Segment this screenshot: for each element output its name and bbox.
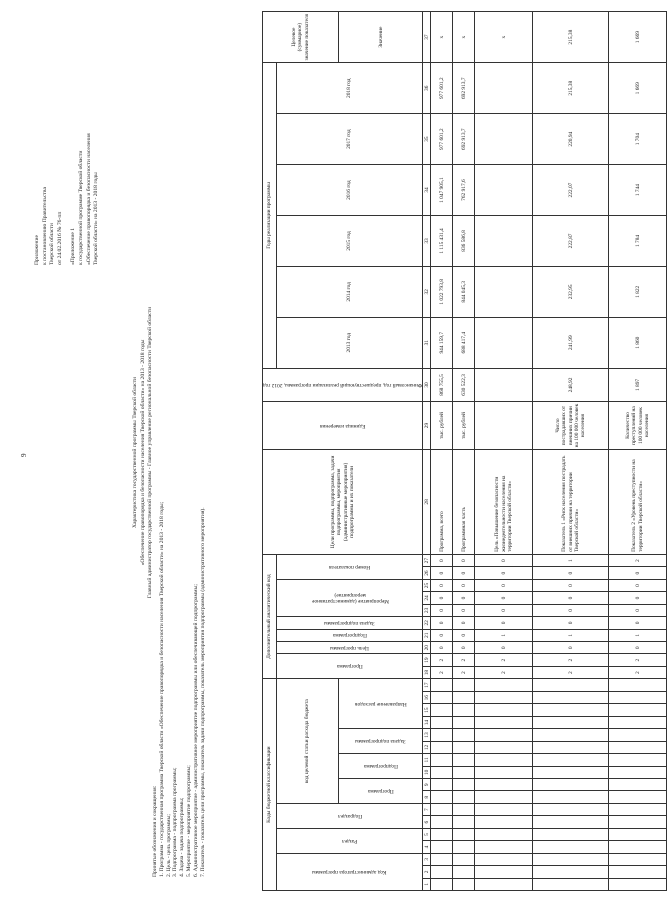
column-number: 26	[423, 567, 431, 579]
budget-code-cell	[533, 803, 609, 815]
subsection-header: Подраздел	[277, 803, 423, 828]
year-value-cell: 692 913,7	[453, 63, 475, 114]
task-code-header: Задача подпрограммы	[339, 729, 423, 754]
fin-year-header: Финансовый год, предшествующий реализации программы, 2012 год	[263, 368, 423, 402]
analytic-code-cell: 0	[475, 642, 533, 654]
column-number: 21	[423, 629, 431, 641]
appendix-note	[34, 25, 101, 265]
caption-subtitle: «Обеспечение правопорядка и безопасности населения Тверской области» на 2013 - 2018 годы	[139, 339, 146, 566]
budget-code-cell	[475, 766, 533, 778]
a-goal-header: Цель программы	[277, 642, 423, 654]
budget-code-cell	[453, 779, 475, 791]
budget-code-cell	[431, 692, 453, 704]
analytic-code-cell: 0	[609, 579, 667, 591]
budget-code-cell	[533, 716, 609, 728]
unit-header: Единица измерения	[263, 402, 423, 450]
budget-code-cell	[475, 704, 533, 716]
year-value-cell: 215,38	[533, 63, 609, 114]
analytic-code-cell: 0	[533, 617, 609, 629]
year-value-cell: 1 704	[609, 114, 667, 165]
budget-code-cell	[453, 841, 475, 853]
budget-code-cell	[475, 716, 533, 728]
analytic-code-cell: 0	[475, 579, 533, 591]
budget-code-cell	[609, 741, 667, 753]
analytic-code-cell: 0	[453, 642, 475, 654]
column-number: 35	[423, 114, 431, 165]
year-value-cell: 692 913,7	[453, 114, 475, 165]
year-value-cell: 688 417,4	[453, 317, 475, 368]
column-number: 18	[423, 666, 431, 678]
analytic-code-cell: 2	[609, 654, 667, 666]
analytic-code-cell: 2	[475, 654, 533, 666]
year-value-cell: 1 022 793,8	[431, 266, 453, 317]
budget-code-cell	[431, 754, 453, 766]
analytic-code-header: Дополнительный аналитический код	[263, 554, 277, 678]
year-value-cell: 222,07	[533, 165, 609, 216]
column-number: 5	[423, 828, 431, 840]
column-number: 33	[423, 216, 431, 267]
notes-line: Принятые обозначения и сокращения:	[152, 785, 158, 877]
expense-direction-header: Направление расходов	[339, 679, 423, 729]
budget-code-cell	[609, 803, 667, 815]
analytic-code-cell: 0	[431, 554, 453, 566]
year-value-cell: 836 586,8	[453, 216, 475, 267]
budget-code-cell	[453, 828, 475, 840]
column-number: 11	[423, 754, 431, 766]
year-2018-header: 2018 год	[277, 63, 423, 114]
analytic-code-cell: 0	[609, 567, 667, 579]
budget-code-cell	[453, 853, 475, 865]
unit-cell: тыс. рублей	[453, 402, 475, 450]
analytic-code-cell: 0	[475, 617, 533, 629]
column-number: 34	[423, 165, 431, 216]
analytic-code-cell: 1	[533, 554, 609, 566]
analytic-code-cell: 0	[453, 604, 475, 616]
budget-code-cell	[475, 779, 533, 791]
budget-code-cell	[431, 779, 453, 791]
analytic-code-cell: 0	[453, 567, 475, 579]
year-value-cell: 762 917,6	[453, 165, 475, 216]
analytic-code-cell: 0	[431, 567, 453, 579]
analytic-code-cell: 0	[533, 567, 609, 579]
budget-code-cell	[609, 853, 667, 865]
column-number: 4	[423, 841, 431, 853]
analytic-code-cell: 0	[453, 554, 475, 566]
analytic-code-cell: 0	[475, 592, 533, 604]
target-group-header: Целевое (суммарное) значение показателя	[263, 12, 339, 63]
column-number: 9	[423, 779, 431, 791]
analytic-code-cell: 0	[533, 592, 609, 604]
budget-code-cell	[453, 791, 475, 803]
a-event-header: Мероприятие (административное мероприятие)	[277, 579, 423, 616]
budget-code-cell	[533, 692, 609, 704]
analytic-code-cell: 0	[475, 604, 533, 616]
notes-line: 4. Задача - задача подпрограммы;	[179, 797, 186, 877]
target-value-cell: х	[431, 12, 453, 63]
column-number: 37	[423, 12, 431, 63]
analytic-code-cell: 0	[431, 617, 453, 629]
a-program-header: Программа	[277, 654, 423, 679]
column-number: 7	[423, 803, 431, 815]
budget-code-cell	[431, 866, 453, 878]
year-value-cell	[475, 266, 533, 317]
budget-code-cell	[475, 853, 533, 865]
appendix-line: от 24.02.2016 № 76-пп	[56, 211, 63, 265]
column-number: 19	[423, 654, 431, 666]
column-number: 10	[423, 766, 431, 778]
budget-code-cell	[609, 729, 667, 741]
budget-code-cell	[453, 692, 475, 704]
budget-code-cell	[609, 692, 667, 704]
appendix-line: «Обеспечение правопорядка и безопасности населения	[85, 133, 92, 265]
budget-code-cell	[533, 816, 609, 828]
budget-code-cell	[609, 766, 667, 778]
budget-code-cell	[431, 716, 453, 728]
fin-year-cell: 630 522,3	[453, 368, 475, 402]
column-number: 6	[423, 816, 431, 828]
analytic-code-cell: 2	[533, 654, 609, 666]
year-value-cell: 220,94	[533, 114, 609, 165]
budget-code-cell	[431, 816, 453, 828]
budget-code-cell	[533, 754, 609, 766]
column-number: 14	[423, 716, 431, 728]
a-task-header: Задача подпрограммы	[277, 617, 423, 629]
budget-code-cell	[475, 754, 533, 766]
budget-code-cell	[431, 803, 453, 815]
analytic-code-cell: 1	[475, 629, 533, 641]
year-value-cell: 1 784	[609, 216, 667, 267]
budget-code-cell	[453, 704, 475, 716]
budget-code-cell	[475, 878, 533, 890]
fin-year-cell: 868 755,5	[431, 368, 453, 402]
years-group-header: Годы реализации программы	[263, 63, 277, 368]
unit-cell: Число пострадавших от внешних причин на 100 000 человек населения	[533, 402, 609, 450]
column-number: 28	[423, 449, 431, 554]
analytic-code-cell: 0	[453, 579, 475, 591]
year-value-cell: 1 822	[609, 266, 667, 317]
subprogram-code-header: Подпрограмма	[339, 754, 423, 779]
table-row	[475, 12, 533, 891]
column-number: 3	[423, 853, 431, 865]
year-value-cell: 1 047 905,1	[431, 165, 453, 216]
analytic-code-cell: 0	[475, 554, 533, 566]
notes-line: 7. Показатель - показатель цели программы, показатель задачи подпрограммы, показатель мероприятия подпрограммы (административного мероприятия).	[199, 507, 206, 877]
year-value-cell	[475, 165, 533, 216]
column-number: 1	[423, 878, 431, 890]
year-value-cell	[475, 317, 533, 368]
year-value-cell: 844 045,3	[453, 266, 475, 317]
year-2014-header: 2014 год	[277, 266, 423, 317]
budget-code-cell	[453, 741, 475, 753]
notes-line: 5. Мероприятие - мероприятие подпрограммы;	[185, 765, 192, 877]
column-number: 29	[423, 402, 431, 450]
analytic-code-cell: 1	[533, 629, 609, 641]
budget-code-cell	[533, 841, 609, 853]
appendix-line: Тверской области» на 2013 - 2018 годы	[93, 172, 100, 265]
year-value-cell: 222,87	[533, 216, 609, 267]
target-value-cell: х	[453, 12, 475, 63]
caption-administrator: Главный администратор государственной программы - Главное управление региональной безопасности Тверской области	[147, 306, 154, 599]
budget-code-cell	[475, 791, 533, 803]
year-2013-header: 2013 год	[277, 317, 423, 368]
table-row	[431, 12, 453, 891]
row-name-cell: Программа, всего	[431, 449, 453, 554]
analytic-code-cell: 0	[453, 592, 475, 604]
unit-cell: тыс. рублей	[431, 402, 453, 450]
budget-code-cell	[431, 729, 453, 741]
budget-code-cell	[431, 828, 453, 840]
analytic-code-cell: 0	[431, 592, 453, 604]
caption-title: Характеристика государственной программы Тверской области	[132, 376, 138, 529]
budget-code-cell	[475, 828, 533, 840]
notes-line: 6. Административное мероприятие - административное мероприятие подпрограммы или обеспечивающей подпрограммы;	[192, 584, 199, 877]
fin-year-cell: 1 897	[609, 368, 667, 402]
analytic-code-cell: 2	[453, 654, 475, 666]
analytic-code-cell: 0	[533, 604, 609, 616]
budget-code-cell	[475, 741, 533, 753]
year-value-cell: 232,95	[533, 266, 609, 317]
column-number: 20	[423, 642, 431, 654]
year-2015-header: 2015 год	[277, 216, 423, 267]
analytic-code-cell: 1	[609, 629, 667, 641]
unit-cell	[475, 402, 533, 450]
budget-code-cell	[453, 766, 475, 778]
appendix-line: Тверской области	[49, 223, 56, 265]
budget-code-cell	[609, 704, 667, 716]
analytic-code-cell: 0	[431, 629, 453, 641]
analytic-code-cell: 0	[533, 579, 609, 591]
analytic-code-cell: 2	[431, 654, 453, 666]
appendix-line: «Приложение 1	[70, 227, 77, 265]
a-subprogram-header: Подпрограмма	[277, 629, 423, 641]
budget-code-cell	[453, 716, 475, 728]
table-row	[533, 12, 609, 891]
target-value-cell: 1 669	[609, 12, 667, 63]
budget-code-cell	[533, 791, 609, 803]
budget-code-cell	[475, 679, 533, 692]
budget-code-cell	[609, 841, 667, 853]
budget-code-cell	[609, 816, 667, 828]
table-row	[609, 12, 667, 891]
year-value-cell: 1 115 431,4	[431, 216, 453, 267]
table-row	[453, 12, 475, 891]
budget-code-cell	[533, 878, 609, 890]
row-name-cell: Цель «Повышение безопасности жизнедеятельности населения на территории Тверской области»	[475, 449, 533, 554]
year-2017-header: 2017 год	[277, 114, 423, 165]
a-indicator-header: Номер показателя	[277, 554, 423, 579]
analytic-code-cell: 0	[609, 642, 667, 654]
budget-code-cell	[431, 766, 453, 778]
fin-year-cell	[475, 368, 533, 402]
analytic-code-cell: 2	[453, 666, 475, 678]
analytic-code-cell: 0	[431, 579, 453, 591]
budget-code-cell	[533, 679, 609, 692]
budget-code-cell	[431, 704, 453, 716]
budget-code-cell	[475, 816, 533, 828]
page-number: 9	[20, 453, 28, 457]
budget-code-cell	[609, 679, 667, 692]
budget-code-cell	[431, 878, 453, 890]
year-value-cell	[475, 114, 533, 165]
admin-code-header: Код администратора программы	[277, 853, 423, 890]
analytic-code-cell: 2	[431, 666, 453, 678]
budget-code-cell	[453, 803, 475, 815]
section-header: Раздел	[277, 828, 423, 853]
column-number: 12	[423, 741, 431, 753]
value-header: Значение	[339, 12, 423, 63]
column-number: 27	[423, 554, 431, 566]
program-code-header: Программа	[339, 779, 423, 804]
analytic-code-cell: 2	[609, 554, 667, 566]
column-number: 31	[423, 317, 431, 368]
appendix-line: к государственной программе Тверской области	[77, 150, 84, 265]
year-value-cell	[475, 216, 533, 267]
appendix-line: к постановлению Правительства	[41, 187, 48, 265]
budget-code-cell	[609, 716, 667, 728]
budget-code-cell	[453, 679, 475, 692]
column-number: 36	[423, 63, 431, 114]
budget-code-cell	[475, 841, 533, 853]
unit-cell: Количество преступлений на 100 000 человек населения	[609, 402, 667, 450]
row-name-cell: Показатель 1 «Риск населения пострадать от внешних причин на территории Тверской области»	[533, 449, 609, 554]
budget-code-cell	[609, 754, 667, 766]
column-number: 13	[423, 729, 431, 741]
budget-code-cell	[609, 866, 667, 878]
budget-code-cell	[533, 828, 609, 840]
analytic-code-cell: 0	[609, 617, 667, 629]
target-value-cell: х	[475, 12, 533, 63]
year-value-cell: 241,99	[533, 317, 609, 368]
analytic-code-cell: 0	[431, 604, 453, 616]
analytic-code-cell: 0	[453, 617, 475, 629]
analytic-code-cell: 0	[431, 642, 453, 654]
budget-code-cell	[475, 729, 533, 741]
appendix-line: Приложение	[34, 234, 40, 265]
budget-code-cell	[475, 866, 533, 878]
budget-code-cell	[609, 878, 667, 890]
budget-code-cell	[453, 816, 475, 828]
column-number: 24	[423, 592, 431, 604]
notes-line: 3. Подпрограмма - подпрограмма программы;	[172, 767, 179, 877]
column-number: 22	[423, 617, 431, 629]
target-code-header: код целевой статьи расхода бюджета	[277, 679, 339, 804]
year-value-cell	[475, 63, 533, 114]
budget-code-cell	[533, 853, 609, 865]
row-name-cell: Программная часть	[453, 449, 475, 554]
budget-code-cell	[533, 779, 609, 791]
analytic-code-cell: 2	[533, 666, 609, 678]
budget-code-cell	[609, 828, 667, 840]
budget-code-header: Коды бюджетной классификации	[263, 679, 277, 891]
year-value-cell: 977 601,2	[431, 63, 453, 114]
budget-code-cell	[533, 729, 609, 741]
column-number: 23	[423, 604, 431, 616]
budget-code-cell	[431, 853, 453, 865]
row-name-cell: Показатель 2 «Уровень преступности на территории Тверской области»	[609, 449, 667, 554]
column-number: 16	[423, 692, 431, 704]
budget-code-cell	[431, 741, 453, 753]
budget-code-cell	[609, 779, 667, 791]
analytic-code-cell: 0	[533, 642, 609, 654]
budget-code-cell	[533, 704, 609, 716]
budget-code-cell	[431, 679, 453, 692]
year-value-cell: 1 744	[609, 165, 667, 216]
analytic-code-cell: 0	[453, 629, 475, 641]
analytic-code-cell: 0	[609, 604, 667, 616]
program-characteristics-table	[262, 11, 667, 891]
budget-code-cell	[533, 866, 609, 878]
name-header: Цели программы, подпрограмма, задачи подпрограммы, мероприятия (административные мероприятия) подпрограммы и их показатели	[263, 449, 423, 554]
column-number: 2	[423, 866, 431, 878]
year-value-cell: 1 860	[609, 317, 667, 368]
column-number: 8	[423, 791, 431, 803]
budget-code-cell	[453, 754, 475, 766]
notes-line: 1. Программа - государственная программа Тверской области «Обеспечение правопорядка и безопасности населения Тверской области» на 2013 - 2018 годы;	[158, 501, 165, 877]
budget-code-cell	[533, 766, 609, 778]
column-number: 17	[423, 679, 431, 692]
budget-code-cell	[453, 878, 475, 890]
year-value-cell: 977 601,2	[431, 114, 453, 165]
budget-code-cell	[453, 729, 475, 741]
target-value-cell: 215,38	[533, 12, 609, 63]
budget-code-cell	[475, 803, 533, 815]
year-value-cell: 944 159,7	[431, 317, 453, 368]
abbreviations-notes	[152, 27, 206, 877]
column-number: 25	[423, 579, 431, 591]
budget-code-cell	[533, 741, 609, 753]
budget-code-cell	[609, 791, 667, 803]
fin-year-cell: 248,92	[533, 368, 609, 402]
analytic-code-cell: 0	[609, 592, 667, 604]
year-value-cell: 1 669	[609, 63, 667, 114]
column-number: 32	[423, 266, 431, 317]
budget-code-cell	[431, 841, 453, 853]
budget-code-cell	[475, 692, 533, 704]
budget-code-cell	[453, 866, 475, 878]
budget-code-cell	[431, 791, 453, 803]
year-2016-header: 2016 год	[277, 165, 423, 216]
analytic-code-cell: 0	[475, 567, 533, 579]
column-number: 30	[423, 368, 431, 402]
column-number: 15	[423, 704, 431, 716]
notes-line: 2. Цель - цель программы;	[165, 814, 172, 877]
analytic-code-cell: 2	[475, 666, 533, 678]
analytic-code-cell: 2	[609, 666, 667, 678]
column-numbers-row	[423, 12, 431, 891]
